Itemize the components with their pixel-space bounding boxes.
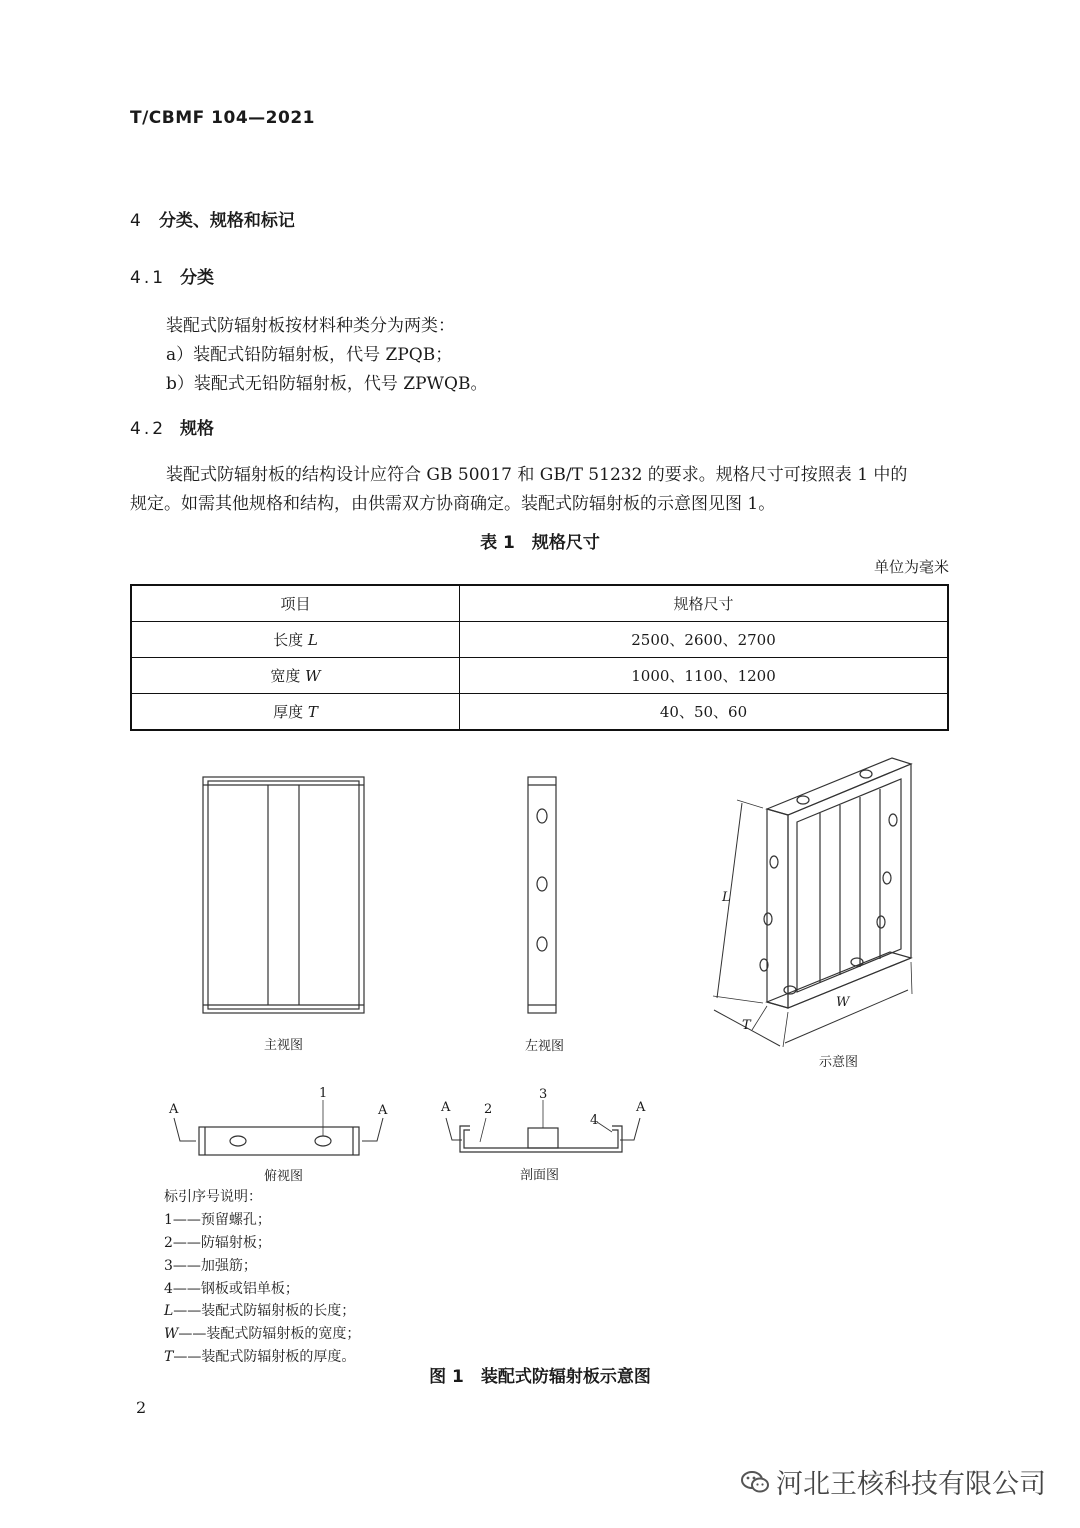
label-W: W xyxy=(836,995,850,1010)
legend-key: 1 xyxy=(164,1212,173,1228)
watermark-text: 河北王核科技有限公司 xyxy=(776,1469,1046,1500)
classification-intro: 装配式防辐射板按材料种类分为两类： xyxy=(166,316,455,336)
section-number: 4.1 xyxy=(130,268,167,288)
watermark xyxy=(740,1462,1046,1502)
table-cell-value: 40、50、60 xyxy=(460,694,949,731)
legend-item xyxy=(164,1323,360,1343)
legend-text: ——装配式防辐射板的长度； xyxy=(173,1303,356,1319)
table-title: 表 1 规格尺寸 xyxy=(480,533,600,553)
legend-text: ——防辐射板； xyxy=(172,1235,271,1251)
label-A-top-left: A xyxy=(169,1102,179,1117)
caption-front-view: 主视图 xyxy=(264,1038,304,1053)
label-A-section-right: A xyxy=(636,1100,646,1115)
item-symbol: T xyxy=(307,703,318,721)
legend-text: ——钢板或铝单板； xyxy=(172,1281,299,1297)
label-1: 1 xyxy=(319,1086,328,1101)
legend-key: L xyxy=(164,1303,174,1319)
section-title: 分类、规格和标记 xyxy=(158,211,295,231)
section-view-drawing xyxy=(446,1100,640,1152)
legend-item xyxy=(164,1278,299,1298)
top-view-drawing xyxy=(174,1100,383,1155)
table-cell-value: 2500、2600、2700 xyxy=(460,622,949,658)
page-number: 2 xyxy=(136,1398,147,1417)
label-4: 4 xyxy=(590,1113,599,1128)
section-title: 规格 xyxy=(180,419,215,439)
left-view-drawing xyxy=(528,777,556,1013)
legend-item xyxy=(164,1255,257,1275)
item-name: 宽度 xyxy=(270,667,306,685)
legend-item xyxy=(164,1232,271,1252)
legend-key: T xyxy=(164,1349,174,1365)
legend-key: 3 xyxy=(164,1258,173,1274)
legend-key: 2 xyxy=(164,1235,173,1251)
label-A-top-right: A xyxy=(378,1103,388,1118)
legend-item xyxy=(164,1209,271,1229)
label-A-section-left: A xyxy=(441,1100,451,1115)
caption-section-view: 剖面图 xyxy=(520,1168,560,1183)
label-L: L xyxy=(722,890,731,905)
figure-title: 图 1 装配式防辐射板示意图 xyxy=(429,1367,651,1387)
table-header-cell: 项目 xyxy=(131,585,460,622)
item-symbol: W xyxy=(305,667,321,685)
item-name: 长度 xyxy=(273,631,308,649)
legend-text: ——加强筋； xyxy=(172,1258,257,1274)
caption-top-view: 俯视图 xyxy=(264,1169,304,1184)
label-2: 2 xyxy=(484,1102,493,1117)
section-title: 分类 xyxy=(180,268,215,288)
label-T: T xyxy=(742,1018,751,1033)
item-symbol: L xyxy=(307,631,318,649)
classification-item-a: a）装配式铅防辐射板，代号 ZPQB； xyxy=(166,345,453,365)
schematic-drawing xyxy=(713,758,912,1047)
legend-item xyxy=(164,1300,355,1320)
section-number: 4 xyxy=(130,211,141,231)
caption-schematic: 示意图 xyxy=(819,1055,859,1070)
table-header-cell: 规格尺寸 xyxy=(460,585,949,622)
spec-paragraph-line1: 装配式防辐射板的结构设计应符合 GB 50017 和 GB/T 51232 的要求。规格尺寸可按照表 1 中的 xyxy=(166,465,908,485)
spec-paragraph-line2: 规定。如需其他规格和结构，由供需双方协商确定。装配式防辐射板的示意图见图 1。 xyxy=(130,494,776,514)
front-view-drawing xyxy=(203,777,364,1013)
legend-key: W xyxy=(164,1326,179,1342)
classification-item-b: b）装配式无铅防辐射板，代号 ZPWQB。 xyxy=(166,374,488,394)
table-cell-value: 1000、1100、1200 xyxy=(460,658,949,694)
section-number: 4.2 xyxy=(130,419,167,439)
label-3: 3 xyxy=(539,1087,548,1102)
caption-left-view: 左视图 xyxy=(525,1039,565,1054)
legend-text: ——装配式防辐射板的宽度； xyxy=(178,1326,361,1342)
legend-text: ——装配式防辐射板的厚度。 xyxy=(173,1349,356,1365)
item-name: 厚度 xyxy=(273,703,308,721)
table-unit: 单位为毫米 xyxy=(873,558,949,576)
legend-text: ——预留螺孔； xyxy=(172,1212,271,1228)
legend-title: 标引序号说明： xyxy=(164,1189,262,1205)
wechat-icon xyxy=(740,1469,770,1502)
standard-code: T/CBMF 104—2021 xyxy=(130,108,315,128)
legend-key: 4 xyxy=(164,1281,173,1297)
